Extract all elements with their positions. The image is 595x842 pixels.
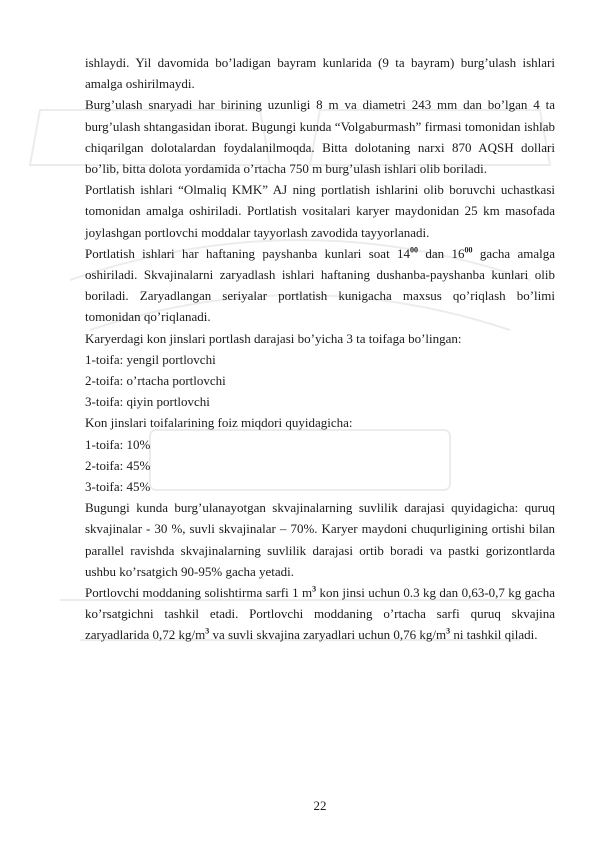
document-body [85,52,555,646]
consumption-part4: ni tashkil qiladi. [450,627,538,643]
percent-intro: Kon jinslari toifalarining foiz miqdori quyidagicha: [85,415,353,431]
category-item: 3-toifa: qiyin portlovchi [85,394,210,410]
category-item: 1-toifa: yengil portlovchi [85,351,216,367]
categories-intro: Karyerdagi kon jinslari portlash darajasi bo’yicha 3 ta toifaga bo’lingan: [85,330,462,346]
schedule-time1-sup: 00 [410,245,419,255]
consumption-part2: kon jinsi uchun 0.3 kg dan 0,63-0,7 kg gacha ko’rsatgichni tashkil etadi. Portlovchi moddaning o’rtacha sarfi quruq skvajina zaryadlarida 0,72 kg/m [85,585,555,643]
consumption-part3: va suvli skvajina zaryadlari uchun 0,76 kg/m [209,627,447,643]
paragraph-holidays: ishlaydi. Yil davomida bo’ladigan bayram kunlarida (9 ta bayram) burg’ulash ishlari amalga oshirilmaydi. [85,55,555,92]
schedule-text-before: Portlatish ishlari har haftaning payshanba kunlari soat 14 [85,245,411,261]
schedule-text-after: gacha amalga oshiriladi. Skvajinalarni zaryadlash ishlari haftaning dushanba-payshanba kunlari olib boriladi. Zaryadlangan seriyalar portlatish kunigacha maxsus qo’riqlash bo’limi tomonidan qo’riqlanadi. [85,245,556,325]
consumption-sup1: 3 [312,584,317,594]
schedule-text-middle: dan 16 [418,245,465,261]
paragraph-water-level: Bugungi kunda burg’ulanayotgan skvajinalarning suvlilik darajasi quyidagicha: quruq skvajinalar - 30 %, suvli skvajinalar – 70%. Karyer maydoni chuqurligining ortishi bilan parallel ravishda skvajinalarning suvlilik darajasi ortib boradi va pastki gorizontlarda ushbu ko’rsatgich 90-95% gacha yetadi. [85,500,555,579]
percent-item: 1-toifa: 10% [85,436,151,452]
paragraph-drill-string: Burg’ulash snaryadi har birining uzunligi 8 m va diametri 243 mm dan bo’lgan 4 ta burg’ulash shtangasidan iborat. Bugungi kunda “Volgaburmash” firmasi tomonidan ishlab chiqarilgan dolotalardan foydalanilmoqda. Bitta dolotaning narxi 870 AQSH dollari bo’lib, bitta dolota yordamida o’rtacha 750 m burg’ulash ishlari olib boriladi. [85,97,555,177]
page-number: 22 [313,798,327,813]
consumption-sup3: 3 [446,627,451,637]
percent-item: 2-toifa: 45% [85,457,151,473]
paragraph-blasting-schedule [85,243,555,328]
percent-item: 3-toifa: 45% [85,479,151,495]
paragraph-explosive-consumption [85,582,555,646]
category-item: 2-toifa: o’rtacha portlovchi [85,373,226,389]
consumption-sup2: 3 [205,627,210,637]
paragraph-blasting-site: Portlatish ishlari “Olmaliq KMK” AJ ning portlatish ishlarini olib boruvchi uchastkasi tomonidan amalga oshiriladi. Portlatish vositalari karyer maydonidan 25 km masofada joylashgan portlovchi moddalar tayyorlash zavodida tayyorlanadi. [85,182,555,240]
consumption-part1: Portlovchi moddaning solishtirma sarfi 1 m [85,585,313,601]
schedule-time2-sup: 00 [464,245,473,255]
